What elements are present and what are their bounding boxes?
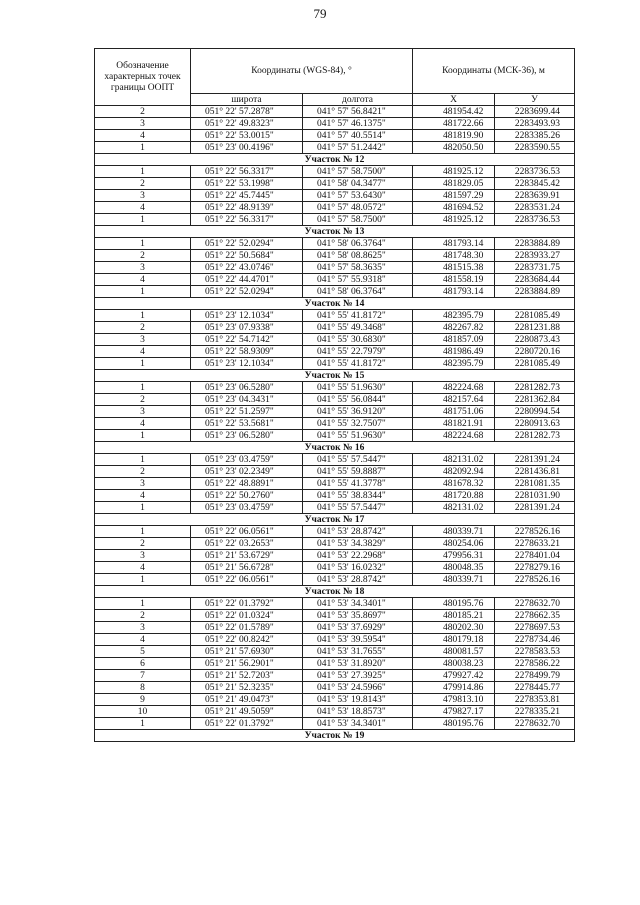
point-number-cell: 6 bbox=[95, 658, 191, 670]
latitude-cell: 051° 22' 06.0561" bbox=[191, 526, 303, 538]
y-cell: 2281282.73 bbox=[495, 430, 575, 442]
table-row bbox=[95, 394, 575, 406]
table-row bbox=[95, 658, 575, 670]
table-row bbox=[95, 202, 575, 214]
table-row bbox=[95, 490, 575, 502]
header-longitude: долгота bbox=[303, 94, 413, 106]
longitude-cell: 041° 55' 22.7979" bbox=[303, 346, 413, 358]
latitude-cell: 051° 21' 49.0473" bbox=[191, 694, 303, 706]
x-cell: 481857.09 bbox=[413, 334, 495, 346]
longitude-cell: 041° 58' 08.8625" bbox=[303, 250, 413, 262]
table-row bbox=[95, 106, 575, 118]
longitude-cell: 041° 57' 53.6430" bbox=[303, 190, 413, 202]
longitude-cell: 041° 53' 22.2968" bbox=[303, 550, 413, 562]
table-row bbox=[95, 238, 575, 250]
table-row bbox=[95, 190, 575, 202]
latitude-cell: 051° 22' 58.9309" bbox=[191, 346, 303, 358]
latitude-cell: 051° 21' 52.7203" bbox=[191, 670, 303, 682]
point-number-cell: 1 bbox=[95, 358, 191, 370]
longitude-cell: 041° 55' 59.8887" bbox=[303, 466, 413, 478]
longitude-cell: 041° 55' 41.8172" bbox=[303, 310, 413, 322]
table-body bbox=[95, 106, 575, 742]
x-cell: 481722.66 bbox=[413, 118, 495, 130]
table-row bbox=[95, 142, 575, 154]
longitude-cell: 041° 58' 04.3477" bbox=[303, 178, 413, 190]
latitude-cell: 051° 23' 02.2349" bbox=[191, 466, 303, 478]
section-row bbox=[95, 298, 575, 310]
table-row bbox=[95, 358, 575, 370]
table-row bbox=[95, 550, 575, 562]
latitude-cell: 051° 23' 12.1034" bbox=[191, 310, 303, 322]
y-cell: 2281362.84 bbox=[495, 394, 575, 406]
y-cell: 2283736.53 bbox=[495, 166, 575, 178]
y-cell: 2283699.44 bbox=[495, 106, 575, 118]
x-cell: 479827.17 bbox=[413, 706, 495, 718]
point-number-cell: 2 bbox=[95, 322, 191, 334]
latitude-cell: 051° 22' 06.0561" bbox=[191, 574, 303, 586]
point-number-cell: 2 bbox=[95, 250, 191, 262]
table-row bbox=[95, 274, 575, 286]
latitude-cell: 051° 22' 03.2653" bbox=[191, 538, 303, 550]
x-cell: 481597.29 bbox=[413, 190, 495, 202]
table-row bbox=[95, 166, 575, 178]
longitude-cell: 041° 55' 57.5447" bbox=[303, 454, 413, 466]
longitude-cell: 041° 53' 28.8742" bbox=[303, 574, 413, 586]
latitude-cell: 051° 21' 52.3235" bbox=[191, 682, 303, 694]
latitude-cell: 051° 21' 57.6930" bbox=[191, 646, 303, 658]
table-row bbox=[95, 682, 575, 694]
point-number-cell: 3 bbox=[95, 550, 191, 562]
point-number-cell: 8 bbox=[95, 682, 191, 694]
y-cell: 2283590.55 bbox=[495, 142, 575, 154]
longitude-cell: 041° 53' 31.8920" bbox=[303, 658, 413, 670]
table-row bbox=[95, 538, 575, 550]
latitude-cell: 051° 22' 54.7142" bbox=[191, 334, 303, 346]
table-row bbox=[95, 526, 575, 538]
point-number-cell: 1 bbox=[95, 214, 191, 226]
point-number-cell: 3 bbox=[95, 406, 191, 418]
section-row bbox=[95, 730, 575, 742]
y-cell: 2283845.42 bbox=[495, 178, 575, 190]
latitude-cell: 051° 21' 56.6728" bbox=[191, 562, 303, 574]
longitude-cell: 041° 55' 32.7507" bbox=[303, 418, 413, 430]
longitude-cell: 041° 53' 34.3401" bbox=[303, 598, 413, 610]
x-cell: 481558.19 bbox=[413, 274, 495, 286]
y-cell: 2283884.89 bbox=[495, 286, 575, 298]
point-number-cell: 3 bbox=[95, 478, 191, 490]
latitude-cell: 051° 22' 53.5681" bbox=[191, 418, 303, 430]
table-row bbox=[95, 718, 575, 730]
point-number-cell: 4 bbox=[95, 418, 191, 430]
table-row bbox=[95, 670, 575, 682]
latitude-cell: 051° 22' 01.3792" bbox=[191, 598, 303, 610]
point-number-cell: 1 bbox=[95, 142, 191, 154]
y-cell: 2281391.24 bbox=[495, 502, 575, 514]
point-number-cell: 2 bbox=[95, 106, 191, 118]
x-cell: 482050.50 bbox=[413, 142, 495, 154]
latitude-cell: 051° 23' 06.5280" bbox=[191, 382, 303, 394]
y-cell: 2281436.81 bbox=[495, 466, 575, 478]
longitude-cell: 041° 53' 16.0232" bbox=[303, 562, 413, 574]
latitude-cell: 051° 23' 03.4759" bbox=[191, 502, 303, 514]
section-row bbox=[95, 226, 575, 238]
point-number-cell: 4 bbox=[95, 562, 191, 574]
y-cell: 2278734.46 bbox=[495, 634, 575, 646]
latitude-cell: 051° 22' 48.9139" bbox=[191, 202, 303, 214]
x-cell: 482395.79 bbox=[413, 310, 495, 322]
longitude-cell: 041° 57' 58.7500" bbox=[303, 166, 413, 178]
x-cell: 481748.30 bbox=[413, 250, 495, 262]
point-number-cell: 4 bbox=[95, 130, 191, 142]
longitude-cell: 041° 55' 51.9630" bbox=[303, 430, 413, 442]
x-cell: 481751.06 bbox=[413, 406, 495, 418]
section-title: Участок № 19 bbox=[95, 730, 575, 742]
point-number-cell: 1 bbox=[95, 238, 191, 250]
x-cell: 480195.76 bbox=[413, 718, 495, 730]
header-point-designation: Обозначение характерных точек границы ООПТ bbox=[95, 49, 191, 106]
longitude-cell: 041° 57' 58.7500" bbox=[303, 214, 413, 226]
x-cell: 481819.90 bbox=[413, 130, 495, 142]
y-cell: 2280720.16 bbox=[495, 346, 575, 358]
y-cell: 2278583.53 bbox=[495, 646, 575, 658]
latitude-cell: 051° 23' 12.1034" bbox=[191, 358, 303, 370]
point-number-cell: 1 bbox=[95, 310, 191, 322]
latitude-cell: 051° 23' 00.4196" bbox=[191, 142, 303, 154]
latitude-cell: 051° 22' 56.3317" bbox=[191, 166, 303, 178]
y-cell: 2283493.93 bbox=[495, 118, 575, 130]
longitude-cell: 041° 57' 58.3635" bbox=[303, 262, 413, 274]
latitude-cell: 051° 22' 52.0294" bbox=[191, 286, 303, 298]
x-cell: 480254.06 bbox=[413, 538, 495, 550]
table-row bbox=[95, 130, 575, 142]
x-cell: 480202.30 bbox=[413, 622, 495, 634]
x-cell: 480081.57 bbox=[413, 646, 495, 658]
latitude-cell: 051° 22' 50.5684" bbox=[191, 250, 303, 262]
point-number-cell: 2 bbox=[95, 610, 191, 622]
x-cell: 479956.31 bbox=[413, 550, 495, 562]
x-cell: 481694.52 bbox=[413, 202, 495, 214]
longitude-cell: 041° 58' 06.3764" bbox=[303, 238, 413, 250]
point-number-cell: 3 bbox=[95, 190, 191, 202]
latitude-cell: 051° 22' 00.8242" bbox=[191, 634, 303, 646]
y-cell: 2278632.70 bbox=[495, 598, 575, 610]
table-row bbox=[95, 334, 575, 346]
x-cell: 481925.12 bbox=[413, 166, 495, 178]
point-number-cell: 1 bbox=[95, 574, 191, 586]
latitude-cell: 051° 22' 56.3317" bbox=[191, 214, 303, 226]
x-cell: 480185.21 bbox=[413, 610, 495, 622]
x-cell: 481515.38 bbox=[413, 262, 495, 274]
table-row bbox=[95, 262, 575, 274]
table-row bbox=[95, 478, 575, 490]
latitude-cell: 051° 23' 06.5280" bbox=[191, 430, 303, 442]
latitude-cell: 051° 22' 45.7445" bbox=[191, 190, 303, 202]
header-x: X bbox=[413, 94, 495, 106]
y-cell: 2280913.63 bbox=[495, 418, 575, 430]
longitude-cell: 041° 55' 56.0844" bbox=[303, 394, 413, 406]
y-cell: 2278401.04 bbox=[495, 550, 575, 562]
latitude-cell: 051° 22' 01.0324" bbox=[191, 610, 303, 622]
longitude-cell: 041° 55' 57.5447" bbox=[303, 502, 413, 514]
point-number-cell: 1 bbox=[95, 718, 191, 730]
y-cell: 2281085.49 bbox=[495, 358, 575, 370]
page-number: 79 bbox=[313, 6, 327, 21]
latitude-cell: 051° 21' 56.2901" bbox=[191, 658, 303, 670]
point-number-cell: 1 bbox=[95, 382, 191, 394]
point-number-cell: 9 bbox=[95, 694, 191, 706]
y-cell: 2283736.53 bbox=[495, 214, 575, 226]
latitude-cell: 051° 22' 50.2760" bbox=[191, 490, 303, 502]
longitude-cell: 041° 53' 28.8742" bbox=[303, 526, 413, 538]
x-cell: 482092.94 bbox=[413, 466, 495, 478]
longitude-cell: 041° 57' 40.5514" bbox=[303, 130, 413, 142]
y-cell: 2278279.16 bbox=[495, 562, 575, 574]
table-row bbox=[95, 322, 575, 334]
y-cell: 2278445.77 bbox=[495, 682, 575, 694]
point-number-cell: 1 bbox=[95, 598, 191, 610]
x-cell: 480195.76 bbox=[413, 598, 495, 610]
x-cell: 481829.05 bbox=[413, 178, 495, 190]
x-cell: 480038.23 bbox=[413, 658, 495, 670]
section-title: Участок № 16 bbox=[95, 442, 575, 454]
longitude-cell: 041° 55' 41.8172" bbox=[303, 358, 413, 370]
longitude-cell: 041° 53' 39.5954" bbox=[303, 634, 413, 646]
header-y: У bbox=[495, 94, 575, 106]
table-row bbox=[95, 694, 575, 706]
table-row bbox=[95, 706, 575, 718]
x-cell: 481793.14 bbox=[413, 238, 495, 250]
table-row bbox=[95, 178, 575, 190]
x-cell: 480179.18 bbox=[413, 634, 495, 646]
table-row bbox=[95, 214, 575, 226]
point-number-cell: 3 bbox=[95, 622, 191, 634]
longitude-cell: 041° 57' 56.8421" bbox=[303, 106, 413, 118]
latitude-cell: 051° 22' 43.0746" bbox=[191, 262, 303, 274]
table-row bbox=[95, 346, 575, 358]
longitude-cell: 041° 53' 37.6929" bbox=[303, 622, 413, 634]
latitude-cell: 051° 22' 51.2597" bbox=[191, 406, 303, 418]
table-row bbox=[95, 646, 575, 658]
x-cell: 480048.35 bbox=[413, 562, 495, 574]
point-number-cell: 1 bbox=[95, 430, 191, 442]
table-row bbox=[95, 502, 575, 514]
point-number-cell: 4 bbox=[95, 274, 191, 286]
latitude-cell: 051° 21' 53.6729" bbox=[191, 550, 303, 562]
longitude-cell: 041° 55' 49.3468" bbox=[303, 322, 413, 334]
point-number-cell: 1 bbox=[95, 454, 191, 466]
longitude-cell: 041° 53' 19.8143" bbox=[303, 694, 413, 706]
y-cell: 2278353.81 bbox=[495, 694, 575, 706]
y-cell: 2283884.89 bbox=[495, 238, 575, 250]
y-cell: 2281231.88 bbox=[495, 322, 575, 334]
point-number-cell: 2 bbox=[95, 394, 191, 406]
longitude-cell: 041° 55' 30.6830" bbox=[303, 334, 413, 346]
header-wgs84: Координаты (WGS-84), ° bbox=[191, 49, 413, 94]
table-row bbox=[95, 634, 575, 646]
header-latitude: широта bbox=[191, 94, 303, 106]
point-number-cell: 3 bbox=[95, 262, 191, 274]
latitude-cell: 051° 22' 01.5789" bbox=[191, 622, 303, 634]
table-row bbox=[95, 250, 575, 262]
table-row bbox=[95, 454, 575, 466]
longitude-cell: 041° 53' 18.8573" bbox=[303, 706, 413, 718]
longitude-cell: 041° 57' 46.1375" bbox=[303, 118, 413, 130]
latitude-cell: 051° 22' 57.2878" bbox=[191, 106, 303, 118]
x-cell: 481925.12 bbox=[413, 214, 495, 226]
section-row bbox=[95, 586, 575, 598]
point-number-cell: 5 bbox=[95, 646, 191, 658]
table-row bbox=[95, 622, 575, 634]
x-cell: 481720.88 bbox=[413, 490, 495, 502]
latitude-cell: 051° 23' 07.9338" bbox=[191, 322, 303, 334]
y-cell: 2278586.22 bbox=[495, 658, 575, 670]
y-cell: 2283684.44 bbox=[495, 274, 575, 286]
x-cell: 482157.64 bbox=[413, 394, 495, 406]
table-row bbox=[95, 310, 575, 322]
y-cell: 2278662.35 bbox=[495, 610, 575, 622]
x-cell: 479813.10 bbox=[413, 694, 495, 706]
table-row bbox=[95, 610, 575, 622]
point-number-cell: 1 bbox=[95, 502, 191, 514]
longitude-cell: 041° 55' 51.9630" bbox=[303, 382, 413, 394]
x-cell: 479927.42 bbox=[413, 670, 495, 682]
x-cell: 482131.02 bbox=[413, 454, 495, 466]
y-cell: 2278335.21 bbox=[495, 706, 575, 718]
longitude-cell: 041° 53' 34.3829" bbox=[303, 538, 413, 550]
table-row bbox=[95, 382, 575, 394]
x-cell: 482224.68 bbox=[413, 430, 495, 442]
longitude-cell: 041° 57' 55.9318" bbox=[303, 274, 413, 286]
longitude-cell: 041° 57' 51.2442" bbox=[303, 142, 413, 154]
y-cell: 2283385.26 bbox=[495, 130, 575, 142]
y-cell: 2280994.54 bbox=[495, 406, 575, 418]
x-cell: 481954.42 bbox=[413, 106, 495, 118]
coordinates-table bbox=[94, 48, 575, 742]
x-cell: 481986.49 bbox=[413, 346, 495, 358]
y-cell: 2278697.53 bbox=[495, 622, 575, 634]
longitude-cell: 041° 55' 41.3778" bbox=[303, 478, 413, 490]
table-row bbox=[95, 118, 575, 130]
latitude-cell: 051° 22' 52.0294" bbox=[191, 238, 303, 250]
table-row bbox=[95, 406, 575, 418]
latitude-cell: 051° 22' 44.4701" bbox=[191, 274, 303, 286]
point-number-cell: 1 bbox=[95, 166, 191, 178]
point-number-cell: 4 bbox=[95, 634, 191, 646]
longitude-cell: 041° 53' 24.5966" bbox=[303, 682, 413, 694]
table-row bbox=[95, 574, 575, 586]
section-title: Участок № 17 bbox=[95, 514, 575, 526]
section-title: Участок № 18 bbox=[95, 586, 575, 598]
y-cell: 2281391.24 bbox=[495, 454, 575, 466]
table-row bbox=[95, 562, 575, 574]
point-number-cell: 3 bbox=[95, 334, 191, 346]
section-title: Участок № 13 bbox=[95, 226, 575, 238]
section-title: Участок № 14 bbox=[95, 298, 575, 310]
x-cell: 481678.32 bbox=[413, 478, 495, 490]
y-cell: 2278526.16 bbox=[495, 526, 575, 538]
latitude-cell: 051° 22' 53.0015" bbox=[191, 130, 303, 142]
section-row bbox=[95, 442, 575, 454]
point-number-cell: 4 bbox=[95, 202, 191, 214]
x-cell: 480339.71 bbox=[413, 574, 495, 586]
section-row bbox=[95, 514, 575, 526]
y-cell: 2281031.90 bbox=[495, 490, 575, 502]
x-cell: 481821.91 bbox=[413, 418, 495, 430]
table-row bbox=[95, 286, 575, 298]
section-row bbox=[95, 154, 575, 166]
header-msk36: Координаты (МСК-36), м bbox=[413, 49, 575, 94]
latitude-cell: 051° 22' 48.8891" bbox=[191, 478, 303, 490]
longitude-cell: 041° 55' 38.8344" bbox=[303, 490, 413, 502]
latitude-cell: 051° 23' 03.4759" bbox=[191, 454, 303, 466]
point-number-cell: 3 bbox=[95, 118, 191, 130]
latitude-cell: 051° 22' 53.1998" bbox=[191, 178, 303, 190]
table-row bbox=[95, 598, 575, 610]
longitude-cell: 041° 53' 34.3401" bbox=[303, 718, 413, 730]
table-row bbox=[95, 430, 575, 442]
x-cell: 479914.86 bbox=[413, 682, 495, 694]
x-cell: 481793.14 bbox=[413, 286, 495, 298]
section-row bbox=[95, 370, 575, 382]
y-cell: 2281282.73 bbox=[495, 382, 575, 394]
point-number-cell: 1 bbox=[95, 286, 191, 298]
longitude-cell: 041° 57' 48.0572" bbox=[303, 202, 413, 214]
x-cell: 480339.71 bbox=[413, 526, 495, 538]
y-cell: 2280873.43 bbox=[495, 334, 575, 346]
point-number-cell: 2 bbox=[95, 538, 191, 550]
y-cell: 2278499.79 bbox=[495, 670, 575, 682]
x-cell: 482395.79 bbox=[413, 358, 495, 370]
point-number-cell: 1 bbox=[95, 526, 191, 538]
x-cell: 482224.68 bbox=[413, 382, 495, 394]
latitude-cell: 051° 22' 01.3792" bbox=[191, 718, 303, 730]
x-cell: 482267.82 bbox=[413, 322, 495, 334]
y-cell: 2283933.27 bbox=[495, 250, 575, 262]
longitude-cell: 041° 53' 27.3925" bbox=[303, 670, 413, 682]
longitude-cell: 041° 55' 36.9120" bbox=[303, 406, 413, 418]
point-number-cell: 4 bbox=[95, 490, 191, 502]
y-cell: 2283731.75 bbox=[495, 262, 575, 274]
x-cell: 482131.02 bbox=[413, 502, 495, 514]
y-cell: 2283639.91 bbox=[495, 190, 575, 202]
longitude-cell: 041° 53' 31.7655" bbox=[303, 646, 413, 658]
y-cell: 2283531.24 bbox=[495, 202, 575, 214]
latitude-cell: 051° 21' 49.5059" bbox=[191, 706, 303, 718]
y-cell: 2281081.35 bbox=[495, 478, 575, 490]
longitude-cell: 041° 58' 06.3764" bbox=[303, 286, 413, 298]
point-number-cell: 7 bbox=[95, 670, 191, 682]
y-cell: 2278633.21 bbox=[495, 538, 575, 550]
point-number-cell: 2 bbox=[95, 466, 191, 478]
point-number-cell: 2 bbox=[95, 178, 191, 190]
section-title: Участок № 12 bbox=[95, 154, 575, 166]
latitude-cell: 051° 22' 49.8323" bbox=[191, 118, 303, 130]
table-row bbox=[95, 418, 575, 430]
point-number-cell: 4 bbox=[95, 346, 191, 358]
table-row bbox=[95, 466, 575, 478]
latitude-cell: 051° 23' 04.3431" bbox=[191, 394, 303, 406]
point-number-cell: 10 bbox=[95, 706, 191, 718]
y-cell: 2278526.16 bbox=[495, 574, 575, 586]
y-cell: 2281085.49 bbox=[495, 310, 575, 322]
y-cell: 2278632.70 bbox=[495, 718, 575, 730]
longitude-cell: 041° 53' 35.8697" bbox=[303, 610, 413, 622]
section-title: Участок № 15 bbox=[95, 370, 575, 382]
